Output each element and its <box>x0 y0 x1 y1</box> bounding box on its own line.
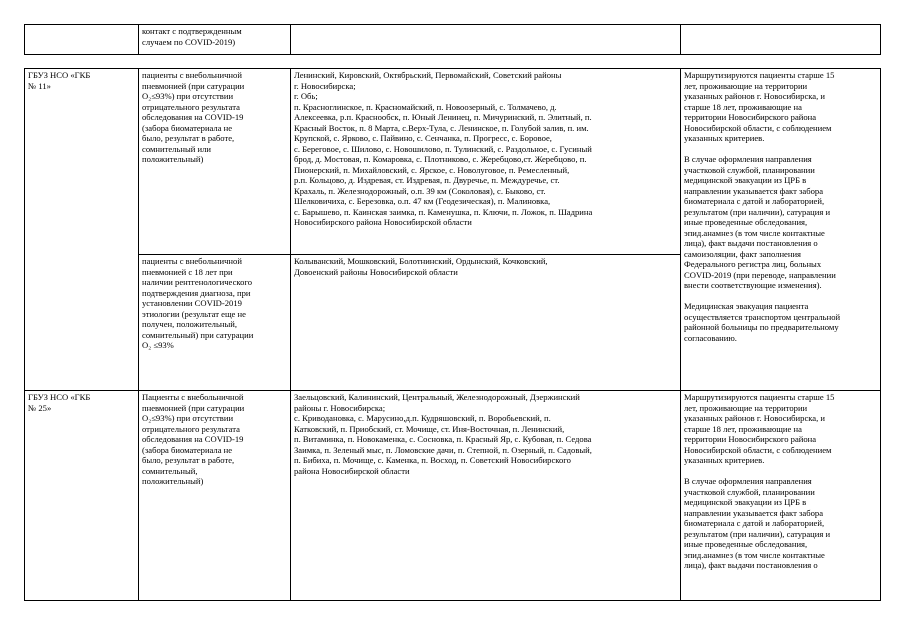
continuation-row <box>25 25 881 55</box>
patients-cell-gkb11-covid: пациенты с внебольничной пневмонией с 18 лет при наличии рентгенологического подтверждения диагноза, при установлении COVID-2019 этиологии (результат еще не получен, положительный, сомнительный) при сатурации O₂ ≤93% <box>139 255 291 391</box>
patients-cell-gkb11-pneumonia: пациенты с внебольничной пневмонией (при сатурации O₂≤93%) при отсутствии отрицательного результата обследования на COVID-19 (забора биоматериала не было, результат в работе, сомнительный или положительный) <box>139 69 291 255</box>
patients-cell: контакт с подтвержденным случаем по COVID-2019) <box>139 25 291 55</box>
notes-cell-gkb25: Маршрутизируются пациенты старше 15 лет, проживающие на территории указанных районов г. Новосибирска, и старше 18 лет, проживающие на территории Новосибирского района Новосибирской области, с соблюдением указанных критериев. В случае оформления направления участковой службой, планировании медицинской эвакуации из ЦРБ в направлении указывается факт забора биоматериала с датой и лабораторией, результатом (при наличии), сатурация и иные проведенные обследования, эпид.анамнез (в том числе контактные лица), факт выдачи постановления о <box>681 391 881 601</box>
table-row-gkb11-part1 <box>25 69 881 255</box>
areas-cell-gkb25: Заельцовский, Калининский, Центральный, Железнодорожный, Дзержинский районы г. Новосибирска; с. Криводановка, с. Марусино,д.п. Кудряшовский, п. Воробьевский, п. Катковский, п. Приобский, ст. Мочище, ст. Иня-Восточная, п. Ленинский, п. Витаминка, п. Новокаменка, с. Сосновка, п. Красный Яр, с. Кубовая, п. Седова Заимка, п. Зеленый мыс, п. Ломовские дачи, п. Степной, п. Озерный, п. Садовый, п. Бибиха, п. Мочище, с. Каменка, п. Восход, п. Советский Новосибирского района Новосибирской области <box>291 391 681 601</box>
areas-cell <box>291 25 681 55</box>
hospital-cell <box>25 25 139 55</box>
areas-cell-gkb11-districts: Колыванский, Мошковский, Болотнинский, Ордынский, Кочковский, Довоенский районы Новосибирской области <box>291 255 681 391</box>
patients-cell-gkb25: Пациенты с внебольничной пневмонией (при сатурации O₂≤93%) при отсутствии отрицательного результата обследования на COVID-19 (забора биоматериала не было, результат в работе, сомнительный, положительный) <box>139 391 291 601</box>
continuation-table <box>24 24 881 55</box>
areas-cell-gkb11-novosibirsk: Ленинский, Кировский, Октябрьский, Первомайский, Советский районы г. Новосибирска; г. Обь; п. Краснoглинское, п. Красномайский, п. Новоозерный, с. Толмачево, д. Алексеевка, р.п. Краснообск, п. Юный Ленинец, п. Мичуринский, п. Элитный, п. Красный Восток, п. 8 Марта, с.Верх-Тула, с. Ленинское, п. Голубой залив, п. им. Крупской, с. Ярково, с. Пайвино, с. Сенчанка, п. Прогресс, с. Боровое, с. Береговое, с. Шилово, с. Новошилово, п. Тулинский, с. Раздольное, с. Гусиный брод, д. Мостовая, п. Комаровка, с. Плотниково, с. Жеребцово,ст. Жеребцово, п. Пионерский, п. Михайловский, с. Ярское, с. Новолуговое, п. Ремесленный, р.п. Кольцово, д. Издревая, ст. Издревая, п. Двуречье, п. Междуречье, ст. Крахаль, п. Железнодорожный, о.п. 39 км (Соколовая), с. Быково, ст. Шелковичиха, с. Березовка, о.п. 47 км (Геодезическая), п. Малиновка, с. Барышево, п. Каинская заимка, п. Каменушка, п. Ключи, п. Ложок, п. Шадрина Новосибирского района Новосибирской области <box>291 69 681 255</box>
hospital-cell-gkb25: ГБУЗ НСО «ГКБ № 25» <box>25 391 139 601</box>
hospital-cell-gkb11: ГБУЗ НСО «ГКБ № 11» <box>25 69 139 391</box>
routing-table <box>24 68 881 601</box>
table-row-gkb25 <box>25 391 881 601</box>
notes-cell-gkb11: Маршрутизируются пациенты старше 15 лет, проживающие на территории указанных районов г. Новосибирска, и старше 18 лет, проживающие на территории Новосибирского района Новосибирской области, с соблюдением указанных критериев. В случае оформления направления участковой службой, планировании медицинской эвакуации из ЦРБ в направлении указывается факт забора биоматериала с датой и лабораторией, результатом (при наличии), сатурация и иные проведенные обследования, эпид.анамнез (в том числе контактные лица), факт выдачи постановления о самоизоляции, факт заполнения Федерального регистра лиц, больных COVID-2019 (при переводе, направлении внести соответствующие изменения). Медицинская эвакуация пациента осуществляется транспортом центральной районной больницы по предварительному согласованию. <box>681 69 881 391</box>
notes-cell <box>681 25 881 55</box>
